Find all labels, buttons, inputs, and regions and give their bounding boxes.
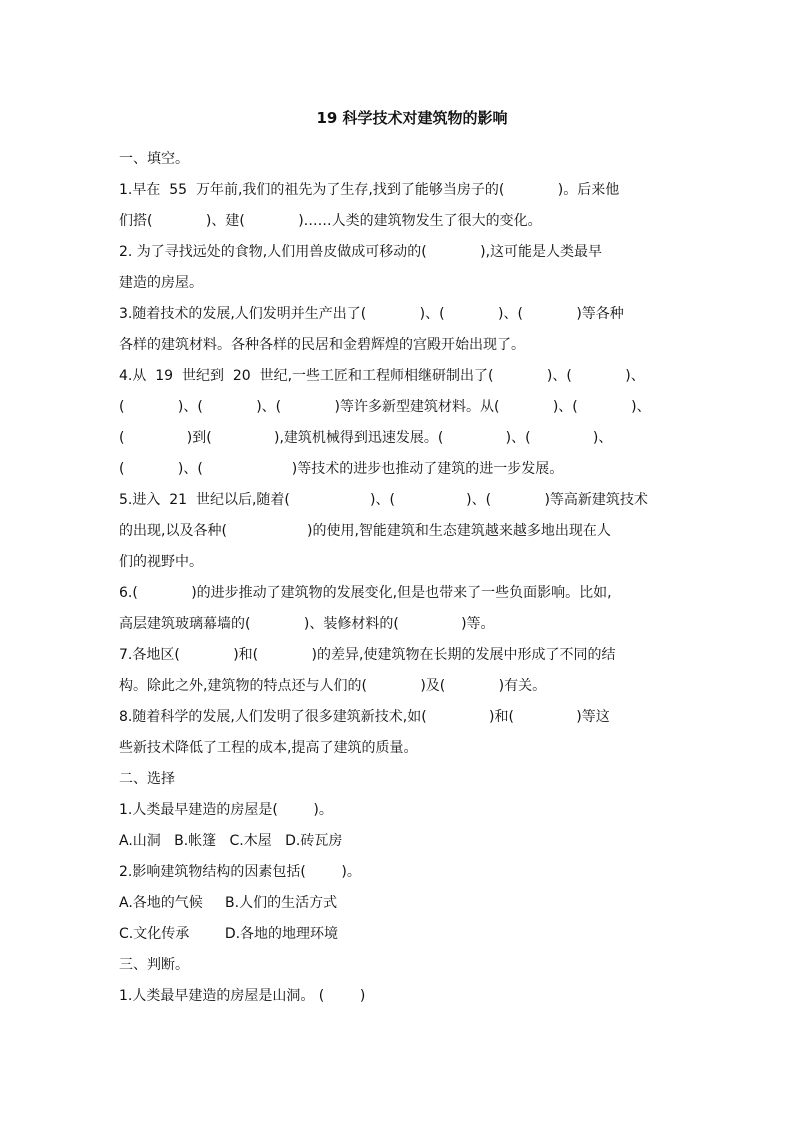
- question-line: 3.随着技术的发展,人们发明并生产出了( )、( )、( )等各种: [119, 306, 624, 322]
- question-line: 7.各地区( )和( )的差异,使建筑物在长期的发展中形成了不同的结: [119, 647, 616, 663]
- worksheet-page: [119, 108, 685, 1012]
- section-heading-choice: 二、选择: [119, 771, 175, 787]
- question-line: ( )、( )、( )等许多新型建筑材料。从( )、( )、: [119, 399, 651, 415]
- question-line: 1.早在 55 万年前,我们的祖先为了生存,找到了能够当房子的( )。后来他: [119, 182, 620, 198]
- question-line: 1.人类最早建造的房屋是山洞。 ( ): [119, 988, 366, 1004]
- section-heading-fill-blank: 一、填空。: [119, 151, 189, 167]
- question-line: 8.随着科学的发展,人们发明了很多建筑新技术,如( )和( )等这: [119, 709, 610, 725]
- question-line: 高层建筑玻璃幕墙的( )、装修材料的( )等。: [119, 616, 495, 632]
- question-line: ( )、( )等技术的进步也推动了建筑的进一步发展。: [119, 461, 564, 477]
- question-line: 2.影响建筑物结构的因素包括( )。: [119, 864, 361, 880]
- question-line: 各样的建筑材料。各种各样的民居和金碧辉煌的宫殿开始出现了。: [119, 337, 525, 353]
- question-line: 些新技术降低了工程的成本,提高了建筑的质量。: [119, 740, 418, 756]
- question-line: 6.( )的进步推动了建筑物的发展变化,但是也带来了一些负面影响。比如,: [119, 585, 612, 601]
- options-line: A.各地的气候 B.人们的生活方式: [119, 895, 338, 911]
- question-line: 4.从 19 世纪到 20 世纪,一些工匠和工程师相继研制出了( )、( )、: [119, 368, 645, 384]
- page-title: 19 科学技术对建筑物的影响: [316, 109, 508, 127]
- question-line: 构。除此之外,建筑物的特点还与人们的( )及( )有关。: [119, 678, 547, 694]
- question-line: 们搭( )、建( )……人类的建筑物发生了很大的变化。: [119, 213, 542, 229]
- options-line: A.山洞 B.帐篷 C.木屋 D.砖瓦房: [119, 833, 343, 849]
- question-line: 建造的房屋。: [119, 275, 203, 291]
- question-line: 5.进入 21 世纪以后,随着( )、( )、( )等高新建筑技术: [119, 492, 648, 508]
- question-line: 的出现,以及各种( )的使用,智能建筑和生态建筑越来越多地出现在人: [119, 523, 611, 539]
- section-heading-judge: 三、判断。: [119, 957, 189, 973]
- question-line: ( )到( ),建筑机械得到迅速发展。( )、( )、: [119, 430, 613, 446]
- question-line: 1.人类最早建造的房屋是( )。: [119, 802, 333, 818]
- question-line: 2. 为了寻找远处的食物,人们用兽皮做成可移动的( ),这可能是人类最早: [119, 244, 603, 260]
- options-line: C.文化传承 D.各地的地理环境: [119, 926, 339, 942]
- question-line: 们的视野中。: [119, 554, 203, 570]
